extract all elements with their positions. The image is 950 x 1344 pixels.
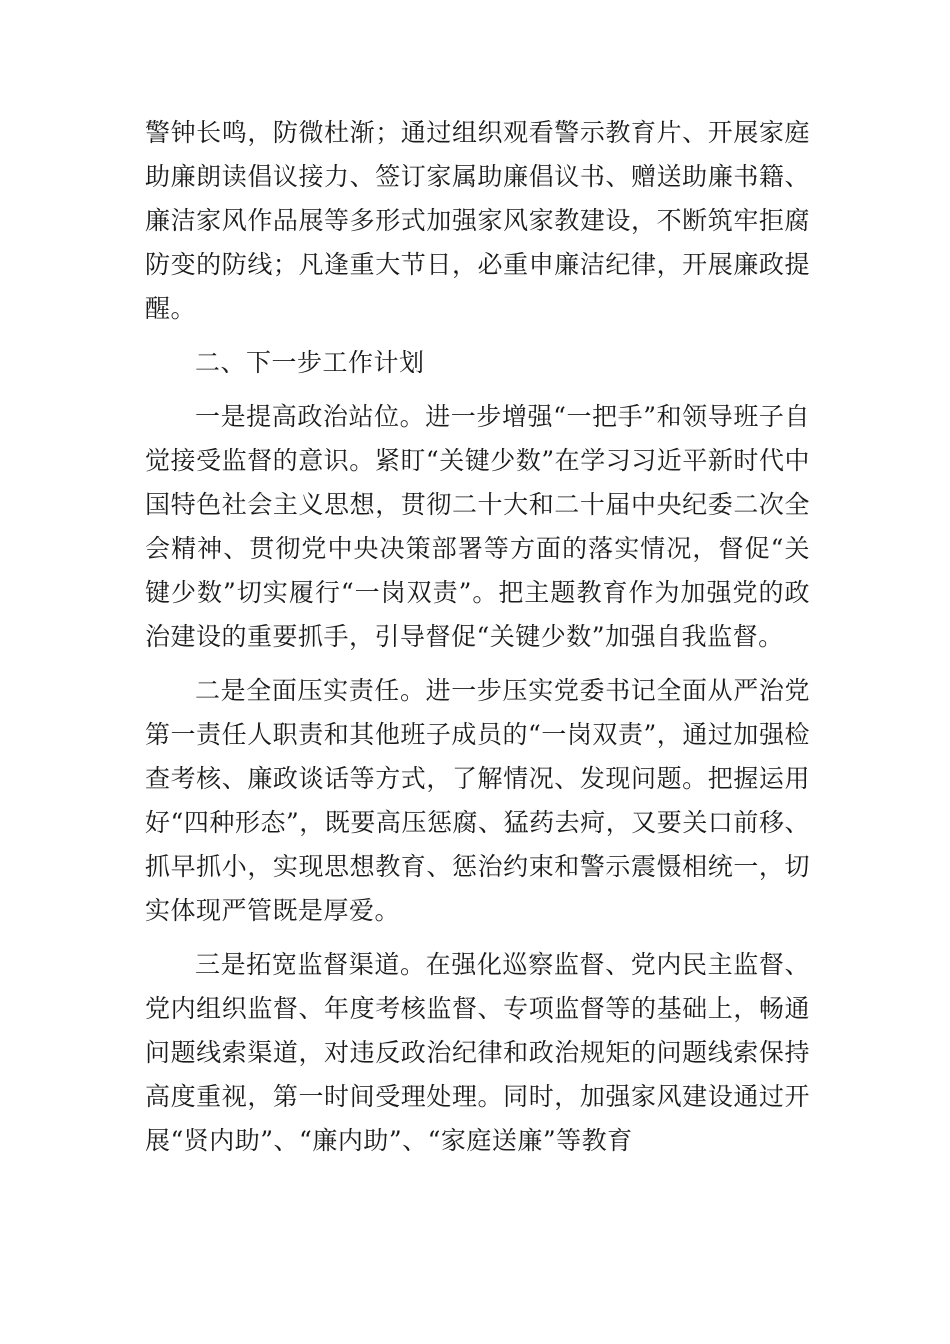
paragraph-supervision-channels: 三是拓宽监督渠道。在强化巡察监督、党内民主监督、党内组织监督、年度考核监督、专项监督等的基础上，畅通问题线索渠道，对违反政治纪律和政治规矩的问题线索保持高度重视，第一时间受理处理。同时，加强家风建设通过开展“贤内助”、“廉内助”、“家庭送廉”等教育 — [145, 950, 810, 1155]
section-heading: 二、下一步工作计划 — [195, 348, 425, 377]
document-body — [145, 111, 810, 1173]
paragraph-political-stance: 一是提高政治站位。进一步增强“一把手”和领导班子自觉接受监督的意识。紧盯“关键少数”在学习习近平新时代中国特色社会主义思想，贯彻二十大和二十届中央纪委二次全会精神、贯彻党中央决策部署等方面的落实情况，督促“关键少数”切实履行“一岗双责”。把主题教育作为加强党的政治建设的重要抓手，引导督促“关键少数”加强自我监督。 — [145, 402, 810, 651]
paragraph-responsibility: 二是全面压实责任。进一步压实党委书记全面从严治党第一责任人职责和其他班子成员的“一岗双责”，通过加强检查考核、廉政谈话等方式，了解情况、发现问题。把握运用好“四种形态”，既要高压惩腐、猛药去疴，又要关口前移、抓早抓小，实现思想教育、惩治约束和警示震慑相统一，切实体现严管既是厚爱。 — [145, 676, 810, 925]
paragraph-continuation: 警钟长鸣，防微杜渐；通过组织观看警示教育片、开展家庭助廉朗读倡议接力、签订家属助廉倡议书、赠送助廉书籍、廉洁家风作品展等多形式加强家风家教建设，不断筑牢拒腐防变的防线；凡逢重大节日，必重申廉洁纪律，开展廉政提醒。 — [145, 118, 810, 323]
